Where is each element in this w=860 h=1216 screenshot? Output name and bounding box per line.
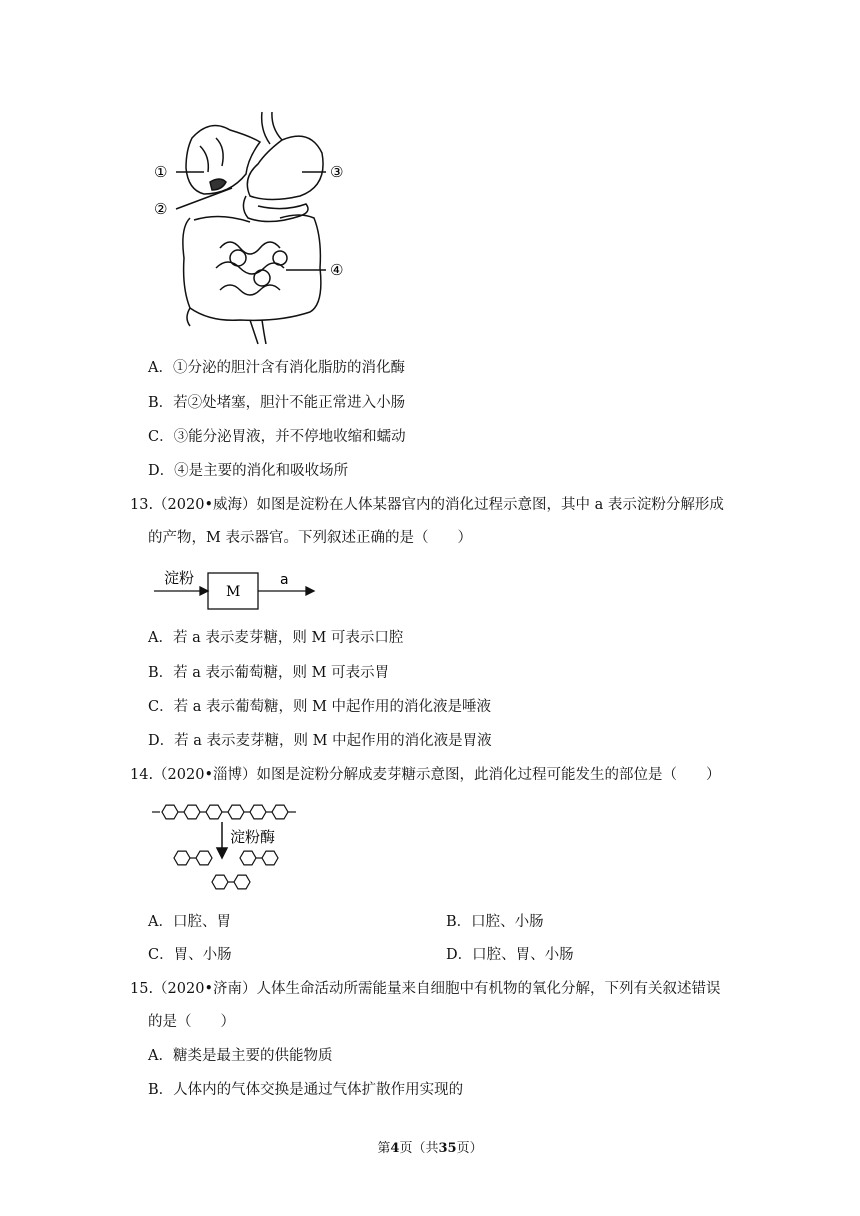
- option-letter: B．: [148, 665, 174, 681]
- maltose-unit: [196, 851, 212, 865]
- option-text: 人体内的气体交换是通过气体扩散作用实现的: [173, 1082, 464, 1098]
- diagram-label-4: ④: [330, 261, 344, 279]
- glucose-unit: [228, 805, 244, 819]
- glucose-unit: [272, 805, 288, 819]
- glucose-unit: [184, 805, 200, 819]
- q12-option-b: [148, 393, 405, 413]
- q13-option-a: [148, 628, 403, 648]
- option-text: 口腔、胃、小肠: [472, 947, 574, 963]
- q15-stem-line2: 的是（ ）: [148, 1014, 235, 1030]
- diagram-label-3: ③: [330, 163, 344, 181]
- option-text: ①分泌的胆汁含有消化脂肪的消化酶: [172, 360, 405, 376]
- option-letter: C．: [148, 947, 174, 963]
- maltose-unit: [240, 851, 256, 865]
- q15-stem-line1: 15.（2020•济南）人体生命活动所需能量来自细胞中有机物的氧化分解，下列有关叙述错误: [130, 981, 721, 997]
- option-text: 口腔、胃: [172, 914, 231, 930]
- option-text: 胃、小肠: [173, 947, 232, 963]
- option-letter: B．: [148, 395, 174, 411]
- glucose-unit: [206, 805, 222, 819]
- maltose-unit: [212, 875, 228, 889]
- option-text: 若 a 表示葡萄糖，则 M 中起作用的消化液是唾液: [173, 699, 492, 715]
- option-text: ③能分泌胃液，并不停地收缩和蠕动: [173, 429, 406, 445]
- diagram-label-2: ②: [154, 200, 168, 218]
- option-text: 若 a 表示麦芽糖，则 M 可表示口腔: [172, 630, 404, 646]
- option-text: 若 a 表示葡萄糖，则 M 可表示胃: [173, 665, 390, 681]
- maltose-unit: [234, 875, 250, 889]
- option-text: 口腔、小肠: [471, 914, 544, 930]
- q13-option-b: [148, 663, 389, 683]
- option-letter: D．: [148, 733, 175, 749]
- option-text: 若 a 表示麦芽糖，则 M 中起作用的消化液是胃液: [174, 733, 492, 749]
- option-letter: D．: [446, 947, 473, 963]
- option-letter: A．: [148, 914, 173, 930]
- footer-total-pages: 35: [438, 1141, 457, 1156]
- flow-box-label: M: [226, 584, 241, 600]
- q14-option-b: [446, 912, 544, 932]
- page-footer: [0, 1137, 860, 1156]
- footer-page-number: 4: [390, 1141, 400, 1156]
- option-text: 糖类是最主要的供能物质: [172, 1048, 333, 1064]
- starch-organ-flow-diagram: [150, 565, 330, 615]
- q14-option-c: [148, 945, 232, 965]
- option-letter: B．: [446, 914, 472, 930]
- flow-input-label: 淀粉: [164, 569, 195, 587]
- diagram-label-1: ①: [154, 163, 168, 181]
- option-letter: C．: [148, 699, 174, 715]
- flow-output-label: a: [280, 572, 289, 588]
- q14-option-d: [446, 945, 574, 965]
- maltose-unit: [174, 851, 190, 865]
- footer-suffix: 页）: [456, 1141, 483, 1156]
- footer-prefix: 第: [377, 1141, 391, 1156]
- option-text: ④是主要的消化和吸收场所: [174, 463, 349, 479]
- footer-mid: 页（共: [399, 1141, 439, 1156]
- q13-stem-line1: 13.（2020•威海）如图是淀粉在人体某器官内的消化过程示意图，其中 a 表示淀粉分解形成: [130, 497, 724, 513]
- option-letter: A．: [148, 1048, 173, 1064]
- option-letter: A．: [148, 630, 173, 646]
- q13-option-c: [148, 697, 491, 717]
- enzyme-label: 淀粉酶: [230, 828, 276, 846]
- option-letter: A．: [148, 360, 173, 376]
- q12-option-a: [148, 358, 405, 378]
- option-letter: D．: [148, 463, 175, 479]
- starch-hydrolysis-diagram: [150, 798, 320, 898]
- option-text: 若②处堵塞，胆汁不能正常进入小肠: [173, 395, 406, 411]
- digestive-system-diagram: [150, 108, 370, 348]
- q13-option-d: [148, 731, 492, 751]
- q12-option-c: [148, 427, 406, 447]
- option-letter: C．: [148, 429, 174, 445]
- q15-option-a: [148, 1046, 332, 1066]
- q12-option-d: [148, 461, 348, 481]
- q15-option-b: [148, 1080, 463, 1100]
- q14-option-a: [148, 912, 231, 932]
- glucose-unit: [162, 805, 178, 819]
- q14-stem-line1: 14.（2020•淄博）如图是淀粉分解成麦芽糖示意图，此消化过程可能发生的部位是（ ）: [130, 767, 721, 783]
- q13-stem-line2: 的产物，M 表示器官。下列叙述正确的是（ ）: [148, 530, 472, 546]
- option-letter: B．: [148, 1082, 174, 1098]
- maltose-unit: [262, 851, 278, 865]
- glucose-unit: [250, 805, 266, 819]
